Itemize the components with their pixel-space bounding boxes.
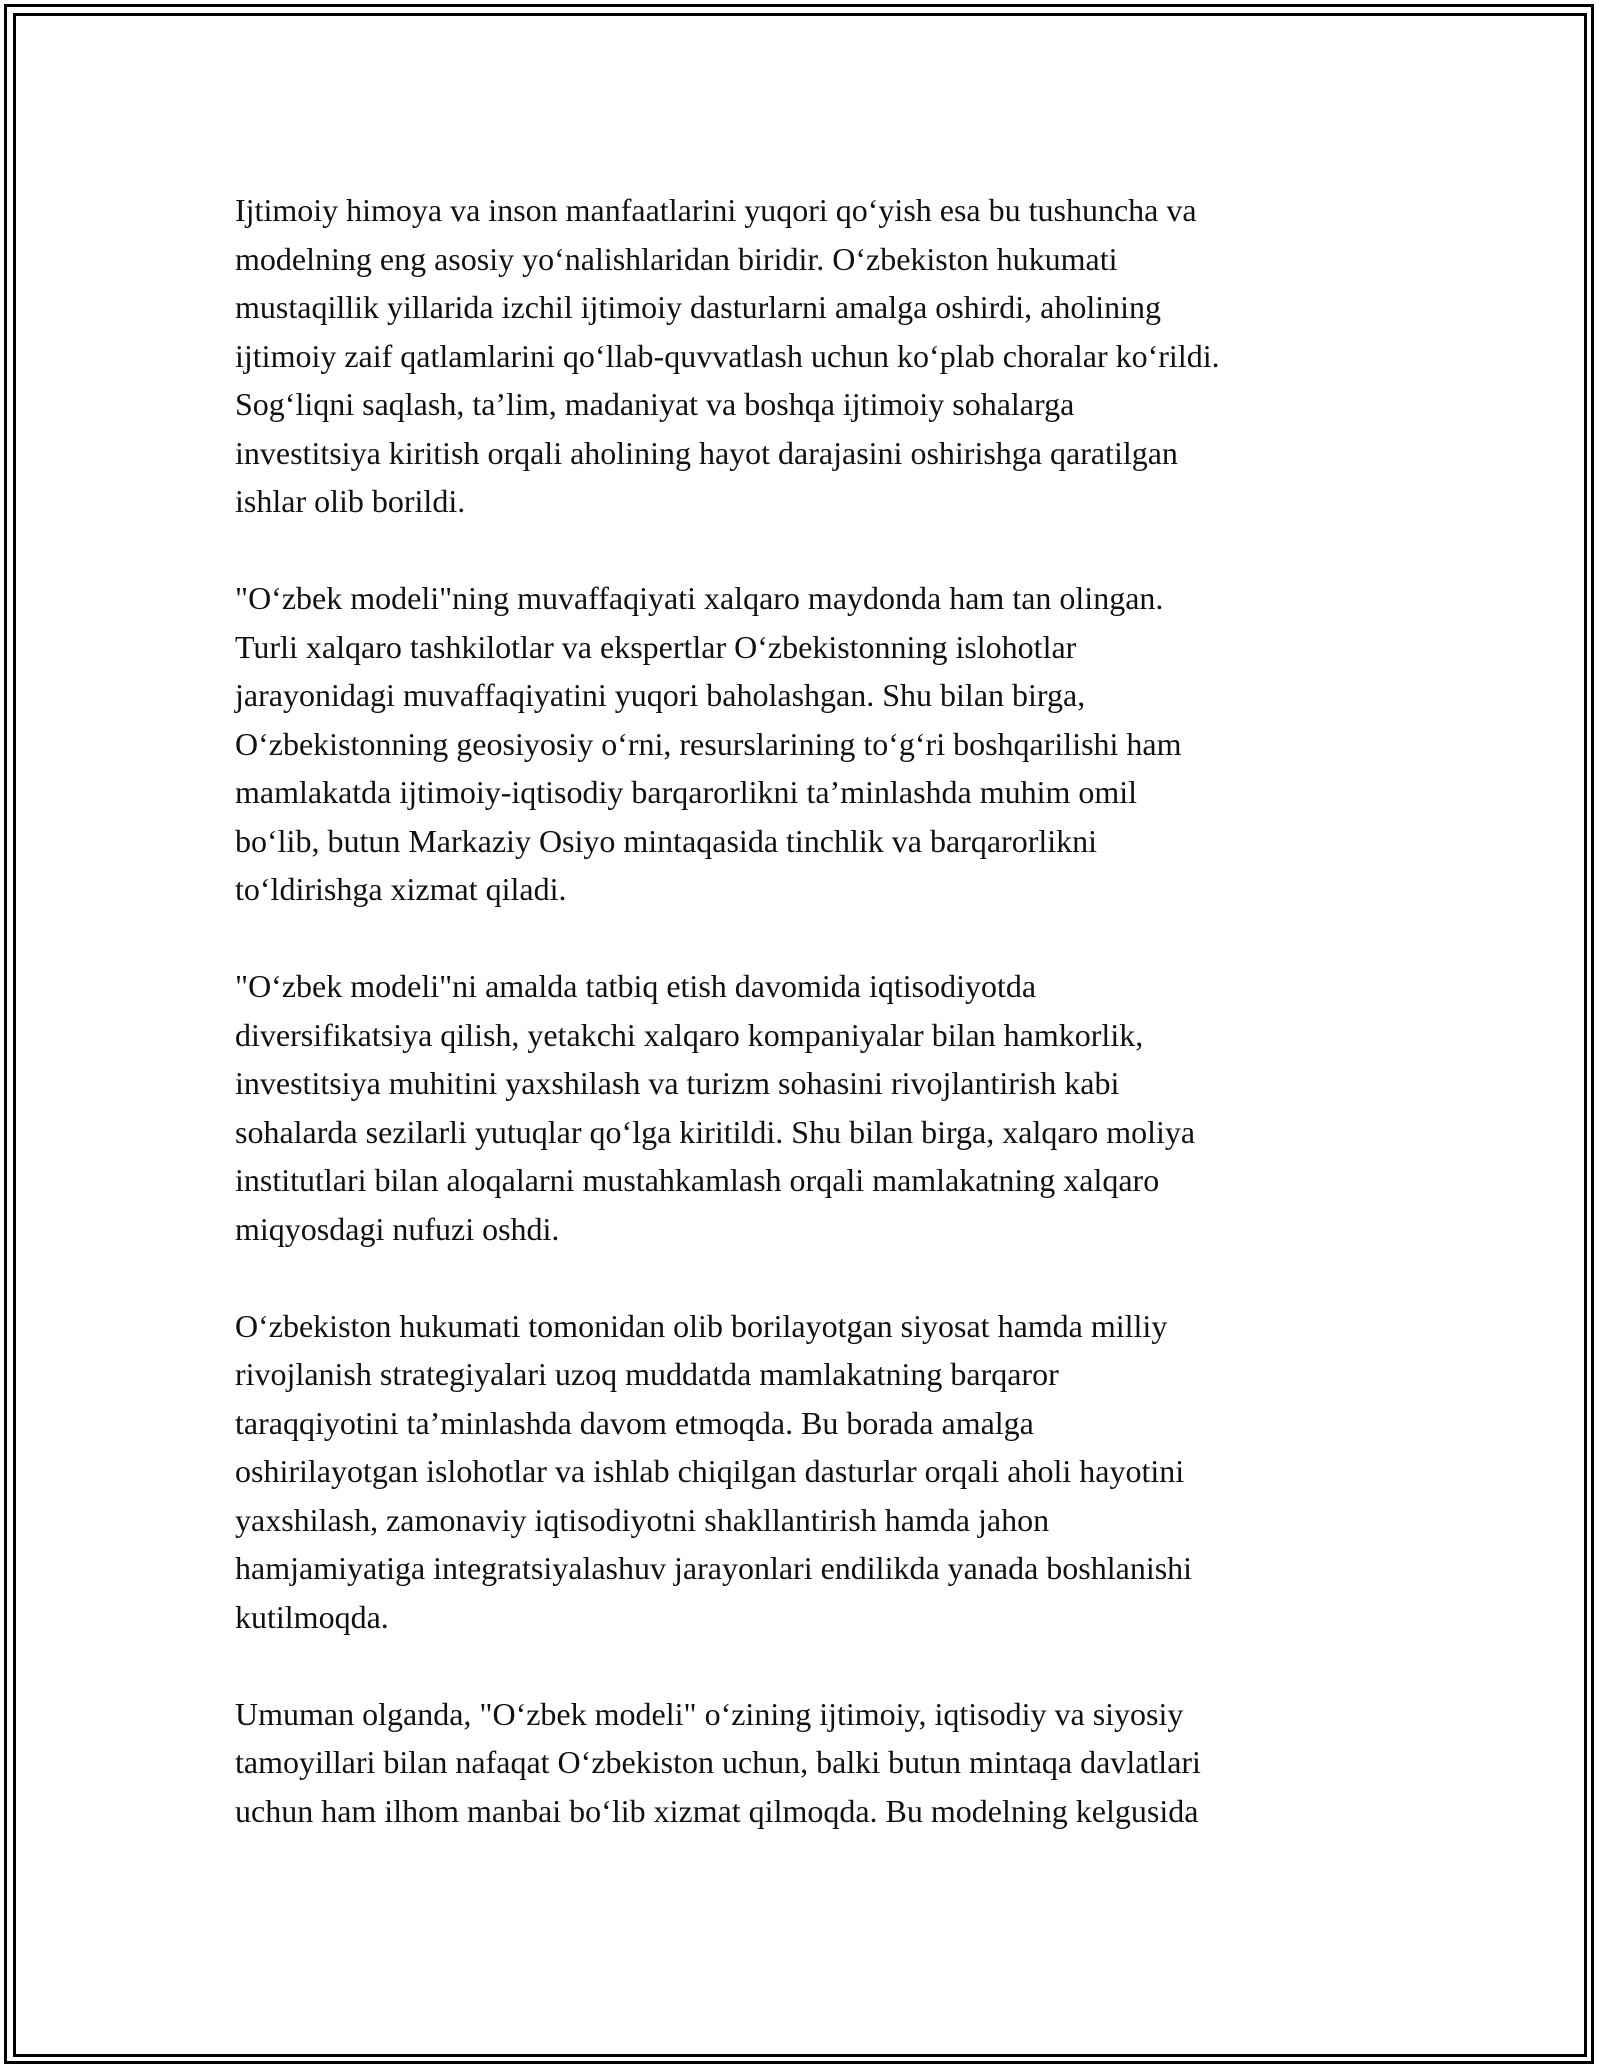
paragraph-5 xyxy=(235,1690,1385,1836)
text-line: miqyosdagi nufuzi oshdi. xyxy=(235,1210,560,1247)
text-line: oshirilayotgan islohotlar va ishlab chiqilgan dasturlar orqali aholi hayotini xyxy=(235,1453,1185,1489)
text-line: tamoyillari bilan nafaqat O‘zbekiston uchun, balki butun mintaqa davlatlari xyxy=(235,1744,1201,1780)
text-line: "O‘zbek modeli"ning muvaffaqiyati xalqaro maydonda ham tan olingan. xyxy=(235,580,1164,616)
text-line: to‘ldirishga xizmat qiladi. xyxy=(235,871,567,907)
text-line: mustaqillik yillarida izchil ijtimoiy dasturlarni amalga oshirdi, aholining xyxy=(235,289,1162,325)
text-line: uchun ham ilhom manbai bo‘lib xizmat qilmoqda. Bu modelning kelgusida xyxy=(235,1792,1199,1829)
document-body xyxy=(235,186,1385,1884)
text-line: investitsiya muhitini yaxshilash va turizm sohasini rivojlantirish kabi xyxy=(235,1065,1120,1101)
text-line: rivojlanish strategiyalari uzoq muddatda mamlakatning barqaror xyxy=(235,1356,1059,1392)
text-line: sohalarda sezilarli yutuqlar qo‘lga kiritildi. Shu bilan birga, xalqaro moliya xyxy=(235,1113,1196,1150)
text-line: Ijtimoiy himoya va inson manfaatlarini yuqori qo‘yish esa bu tushuncha va xyxy=(235,192,1197,228)
text-line: bo‘lib, butun Markaziy Osiyo mintaqasida tinchlik va barqarorlikni xyxy=(235,822,1098,859)
text-line: taraqqiyotini ta’minlashda davom etmoqda. Bu borada amalga xyxy=(235,1404,1034,1441)
text-line: modelning eng asosiy yo‘nalishlaridan biridir. O‘zbekiston hukumati xyxy=(235,240,1118,277)
text-line: Sog‘liqni saqlash, ta’lim, madaniyat va boshqa ijtimoiy sohalarga xyxy=(235,386,1075,422)
text-line: ijtimoiy zaif qatlamlarini qo‘llab-quvvatlash uchun ko‘plab choralar ko‘rildi. xyxy=(235,337,1220,374)
text-line: O‘zbekistonning geosiyosiy o‘rni, resurslarining to‘g‘ri boshqarilishi ham xyxy=(235,725,1182,762)
text-line: diversifikatsiya qilish, yetakchi xalqaro kompaniyalar bilan hamkorlik, xyxy=(235,1016,1144,1053)
paragraph-2 xyxy=(235,574,1385,914)
text-line: Umuman olganda, "O‘zbek modeli" o‘zining ijtimoiy, iqtisodiy va siyosiy xyxy=(235,1695,1184,1732)
text-line: "O‘zbek modeli"ni amalda tatbiq etish davomida iqtisodiyotda xyxy=(235,968,1037,1004)
text-line: investitsiya kiritish orqali aholining hayot darajasini oshirishga qaratilgan xyxy=(235,434,1178,471)
paragraph-4 xyxy=(235,1302,1385,1642)
paragraph-1 xyxy=(235,186,1385,526)
text-line: kutilmoqda. xyxy=(235,1598,389,1635)
paragraph-3 xyxy=(235,962,1385,1253)
text-line: hamjamiyatiga integratsiyalashuv jarayonlari endilikda yanada boshlanishi xyxy=(235,1550,1193,1586)
text-line: Turli xalqaro tashkilotlar va ekspertlar O‘zbekistonning islohotlar xyxy=(235,628,1077,665)
text-line: jarayonidagi muvaffaqiyatini yuqori baholashgan. Shu bilan birga, xyxy=(235,677,1086,713)
text-line: ishlar olib borildi. xyxy=(235,483,466,519)
text-line: yaxshilash, zamonaviy iqtisodiyotni shakllantirish hamda jahon xyxy=(235,1501,1050,1538)
text-line: O‘zbekiston hukumati tomonidan olib borilayotgan siyosat hamda milliy xyxy=(235,1307,1168,1344)
text-line: institutlari bilan aloqalarni mustahkamlash orqali mamlakatning xalqaro xyxy=(235,1162,1160,1198)
text-line: mamlakatda ijtimoiy-iqtisodiy barqarorlikni ta’minlashda muhim omil xyxy=(235,774,1138,810)
